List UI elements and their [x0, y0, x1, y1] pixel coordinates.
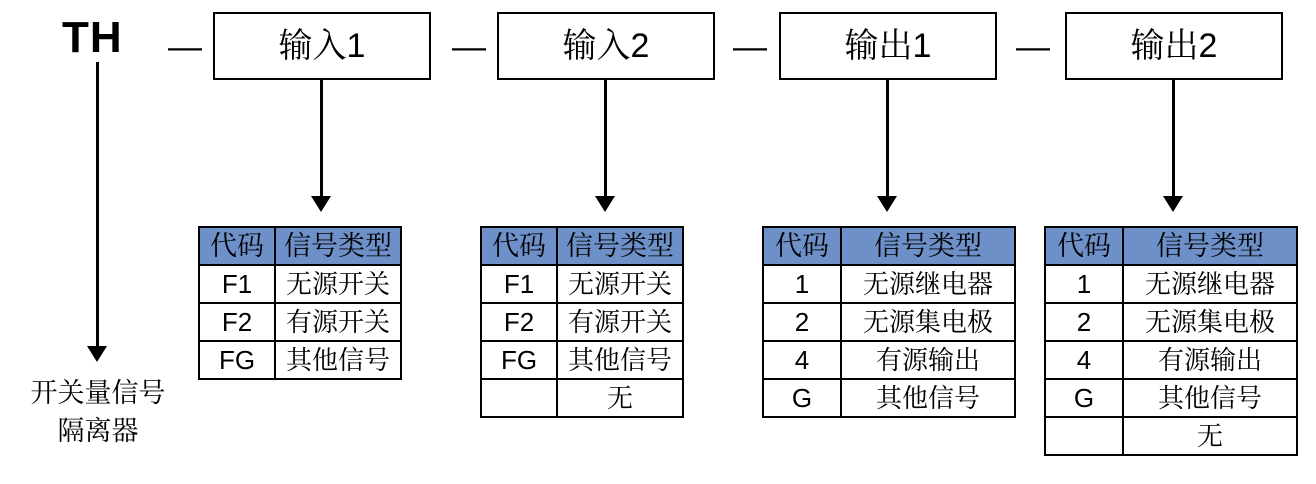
- table-cell-type: 有源输出: [841, 341, 1015, 379]
- table-cell-type: 有源开关: [557, 303, 683, 341]
- product-name-line-1: 开关量信号: [30, 378, 166, 408]
- arrow-head-output2: [1163, 196, 1183, 212]
- table-cell-code: F1: [199, 265, 275, 303]
- table-row: [763, 379, 1015, 417]
- table-row: [481, 265, 683, 303]
- table-cell-code: G: [763, 379, 841, 417]
- separator-dash-1: —: [168, 28, 202, 66]
- connector-line-prefix: [96, 62, 99, 350]
- table-cell-code: 4: [763, 341, 841, 379]
- table-cell-type: 其他信号: [1123, 379, 1297, 417]
- connector-line-input1: [320, 80, 323, 200]
- table-cell-code: 1: [763, 265, 841, 303]
- separator-dash-3: —: [733, 28, 767, 66]
- table-row: [763, 303, 1015, 341]
- segment-label: 输入1: [278, 27, 366, 65]
- table-cell-code: G: [1045, 379, 1123, 417]
- table-row: [481, 303, 683, 341]
- input2-table: [480, 226, 684, 418]
- output2-table: [1044, 226, 1298, 456]
- table-cell-code: F1: [481, 265, 557, 303]
- table-cell-type: 无源集电极: [1123, 303, 1297, 341]
- table-row: [481, 341, 683, 379]
- separator-dash-4: —: [1016, 28, 1050, 66]
- table-header-cell: 信号类型: [1123, 227, 1297, 265]
- table-cell-code: 4: [1045, 341, 1123, 379]
- segment-box-input1: [213, 12, 431, 80]
- table-cell-code: 2: [763, 303, 841, 341]
- table-header-cell: 代码: [763, 227, 841, 265]
- model-prefix: TH: [62, 13, 123, 62]
- table-row: [199, 341, 401, 379]
- segment-box-output2: [1065, 12, 1283, 80]
- table-header-cell: 信号类型: [275, 227, 401, 265]
- arrow-head-output1: [877, 196, 897, 212]
- segment-label: 输入2: [562, 27, 650, 65]
- table-row: [199, 265, 401, 303]
- table-cell-code: FG: [199, 341, 275, 379]
- segment-box-output1: [779, 12, 997, 80]
- table-row: [763, 265, 1015, 303]
- table-cell-code: FG: [481, 341, 557, 379]
- table-cell-type: 其他信号: [557, 341, 683, 379]
- table-cell-type: 无源继电器: [1123, 265, 1297, 303]
- table-cell-code: [481, 379, 557, 417]
- table-header-row: [481, 227, 683, 265]
- table-cell-type: 无: [1123, 417, 1297, 455]
- table-row: [1045, 379, 1297, 417]
- table-header-cell: 信号类型: [557, 227, 683, 265]
- table-header-row: [1045, 227, 1297, 265]
- table-cell-code: 1: [1045, 265, 1123, 303]
- arrow-head-input2: [595, 196, 615, 212]
- separator-dash-2: —: [452, 28, 486, 66]
- table-row: [1045, 417, 1297, 455]
- arrow-head-prefix: [87, 346, 107, 362]
- output1-table: [762, 226, 1016, 418]
- table-header-cell: 信号类型: [841, 227, 1015, 265]
- table-cell-type: 其他信号: [275, 341, 401, 379]
- table-row: [1045, 265, 1297, 303]
- table-cell-code: [1045, 417, 1123, 455]
- table-cell-type: 无源继电器: [841, 265, 1015, 303]
- input1-table: [198, 226, 402, 380]
- table-row: [1045, 303, 1297, 341]
- table-cell-type: 无源开关: [275, 265, 401, 303]
- table-row: [199, 303, 401, 341]
- segment-box-input2: [497, 12, 715, 80]
- table-cell-type: 有源输出: [1123, 341, 1297, 379]
- table-cell-type: 有源开关: [275, 303, 401, 341]
- table-row: [481, 379, 683, 417]
- table-cell-code: F2: [481, 303, 557, 341]
- connector-line-output1: [886, 80, 889, 200]
- table-header-cell: 代码: [481, 227, 557, 265]
- segment-label: 输出2: [1130, 27, 1218, 65]
- table-cell-type: 无源集电极: [841, 303, 1015, 341]
- table-cell-type: 无源开关: [557, 265, 683, 303]
- table-header-row: [199, 227, 401, 265]
- table-cell-type: 其他信号: [841, 379, 1015, 417]
- connector-line-output2: [1172, 80, 1175, 200]
- table-cell-code: F2: [199, 303, 275, 341]
- table-header-cell: 代码: [1045, 227, 1123, 265]
- connector-line-input2: [604, 80, 607, 200]
- segment-label: 输出1: [844, 27, 932, 65]
- table-cell-type: 无: [557, 379, 683, 417]
- table-cell-code: 2: [1045, 303, 1123, 341]
- table-row: [1045, 341, 1297, 379]
- product-name-line-2: 隔离器: [57, 416, 139, 446]
- table-header-row: [763, 227, 1015, 265]
- table-header-cell: 代码: [199, 227, 275, 265]
- arrow-head-input1: [311, 196, 331, 212]
- table-row: [763, 341, 1015, 379]
- product-name-label: [8, 374, 188, 450]
